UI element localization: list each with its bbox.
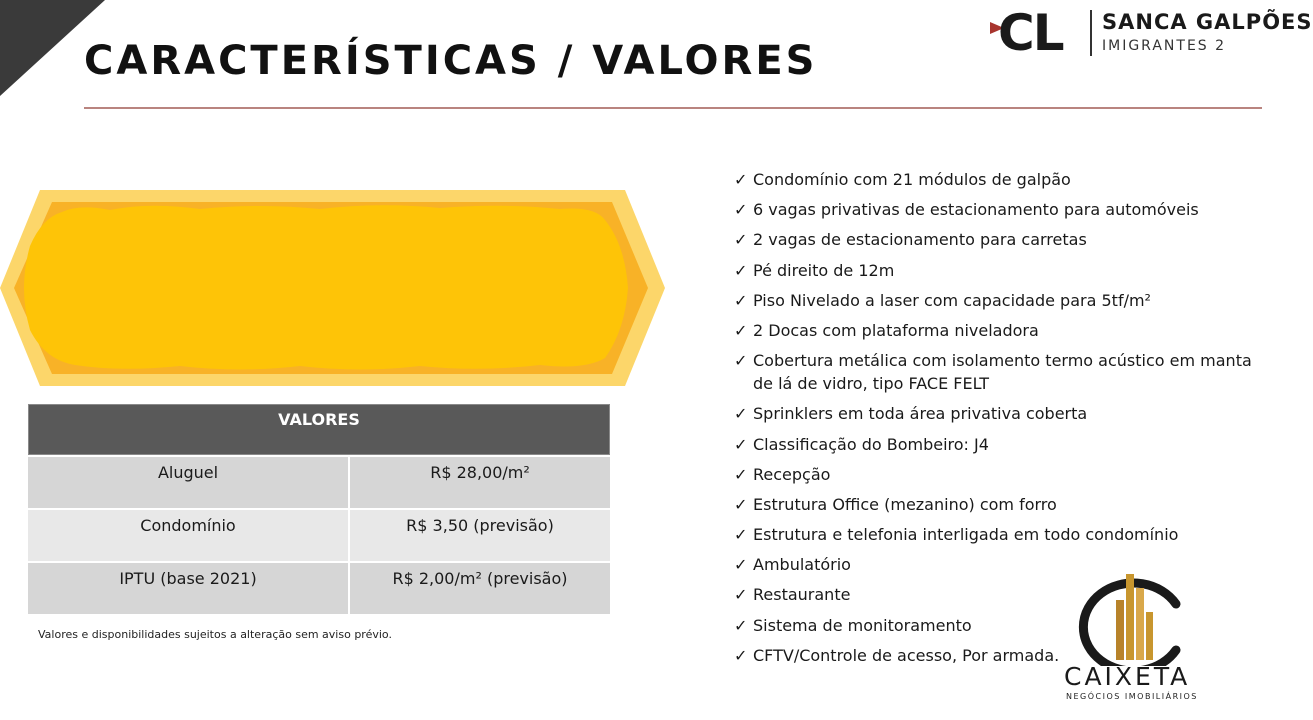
feature-text: Pé direito de 12m: [753, 260, 895, 280]
yellow-banner-redaction: [0, 190, 665, 386]
feature-item: [734, 349, 1274, 395]
feature-text: Estrutura Office (mezanino) com forro: [753, 494, 1057, 514]
feature-text: Condomínio com 21 módulos de galpão: [753, 170, 1071, 189]
valores-table: [28, 404, 610, 614]
watermark-name: CAIXETA: [1064, 662, 1191, 691]
feature-text: Estrutura e telefonia interligada em todo condomínio: [753, 525, 1179, 545]
title-divider: [84, 107, 1262, 109]
checkmark-icon: ✓: [734, 645, 748, 665]
feature-item: [734, 402, 1274, 425]
feature-text: Classificação do Bombeiro: J4: [753, 434, 989, 454]
row-label: Condomínio: [28, 508, 350, 561]
checkmark-icon: ✓: [734, 260, 748, 280]
table-header: VALORES: [28, 404, 610, 455]
sanca-logo: [990, 4, 1313, 62]
logo-name: SANCA GALPÕES: [1102, 10, 1313, 34]
checkmark-icon: ✓: [734, 525, 748, 545]
disclaimer-note: Valores e disponibilidades sujeitos a alteração sem aviso prévio.: [38, 628, 392, 641]
row-label: IPTU (base 2021): [28, 561, 350, 614]
checkmark-icon: ✓: [734, 230, 748, 250]
page-title: CARACTERÍSTICAS / VALORES: [84, 38, 818, 84]
checkmark-icon: ✓: [734, 434, 748, 454]
checkmark-icon: ✓: [734, 200, 748, 220]
checkmark-icon: ✓: [734, 494, 748, 514]
feature-text: CFTV/Controle de acesso, Por armada.: [753, 645, 1060, 665]
feature-text: 6 vagas privativas de estacionamento para automóveis: [753, 200, 1199, 220]
feature-text: 2 Docas com plataforma niveladora: [753, 320, 1039, 340]
feature-item: [734, 493, 1274, 516]
feature-item: [734, 523, 1274, 546]
feature-item: [734, 289, 1274, 312]
table-row: [28, 561, 610, 614]
checkmark-icon: ✓: [734, 585, 748, 605]
watermark-subtitle: NEGÓCIOS IMOBILIÁRIOS: [1066, 692, 1198, 701]
feature-text: Sistema de monitoramento: [753, 615, 972, 635]
feature-text: Restaurante: [753, 585, 851, 605]
checkmark-icon: ✓: [734, 615, 748, 635]
feature-item: [734, 433, 1274, 456]
row-value: R$ 28,00/m²: [350, 455, 610, 508]
checkmark-icon: ✓: [734, 170, 748, 189]
feature-item: [734, 319, 1274, 342]
feature-item: [734, 463, 1274, 486]
checkmark-icon: ✓: [734, 320, 748, 340]
feature-item: [734, 259, 1274, 282]
checkmark-icon: ✓: [734, 555, 748, 575]
caixeta-building-icon: [1058, 566, 1213, 666]
feature-text: Ambulatório: [753, 555, 851, 575]
row-value: R$ 3,50 (previsão): [350, 508, 610, 561]
caixeta-watermark: [1058, 566, 1213, 706]
feature-text: 2 vagas de estacionamento para carretas: [753, 230, 1087, 250]
row-label: Aluguel: [28, 455, 350, 508]
logo-mark: CL: [998, 4, 1063, 62]
checkmark-icon: ✓: [734, 404, 748, 424]
feature-text: Cobertura metálica com isolamento termo acústico em manta de lá de vidro, tipo FACE FELT: [753, 351, 1252, 394]
table-row: [28, 455, 610, 508]
feature-text: Piso Nivelado a laser com capacidade para 5tf/m²: [753, 290, 1151, 310]
checkmark-icon: ✓: [734, 290, 748, 310]
feature-item: [734, 228, 1274, 251]
logo-divider: [1090, 10, 1092, 56]
row-value: R$ 2,00/m² (previsão): [350, 561, 610, 614]
feature-text: Recepção: [753, 464, 831, 484]
table-row: [28, 508, 610, 561]
logo-subtitle: IMIGRANTES 2: [1102, 38, 1227, 54]
checkmark-icon: ✓: [734, 464, 748, 484]
feature-item: [734, 198, 1274, 221]
feature-item: [734, 168, 1274, 191]
checkmark-icon: ✓: [734, 351, 748, 371]
feature-text: Sprinklers em toda área privativa coberta: [753, 404, 1088, 424]
